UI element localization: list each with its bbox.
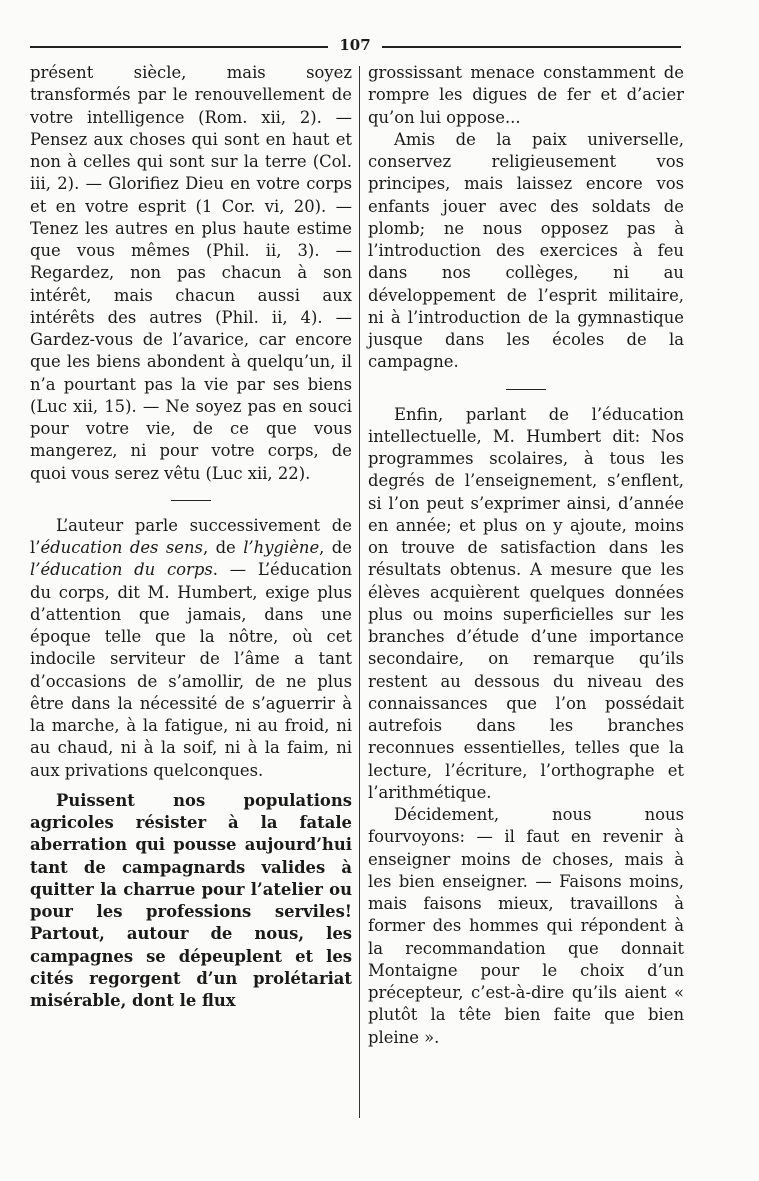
column-divider bbox=[359, 66, 360, 1118]
italic-title: l’hygiène bbox=[243, 538, 320, 557]
scripture-quotes-paragraph: présent siècle, mais soyez transformés par le renouvellement de votre intelligence (Rom. xii, 2). — Pensez aux choses qui sont en haut et non à celles qui sont sur la terre (Col. iii, 2). — Glorifiez Dieu en votre corps et en votre esprit (1 Cor. vi, 20). — Tenez les autres en plus haute estime que vous mêmes (Phil. ii, 3). — Regardez, non pas chacun à son intérêt, mais chacun aussi aux intérêts des autres (Phil. ii, 4). — Gardez-vous de l’avarice, car encore que les biens abondent à quelqu’un, il n’a pourtant pas la vie par ses biens (Luc xii, 15). — Ne soyez pas en souci pour votre vie, de ce que vous mangerez, ni pour votre corps, de quoi vous serez vêtu (Luc xii, 22). bbox=[30, 63, 352, 483]
page-number: 107 bbox=[339, 36, 371, 54]
agricultural-populations-paragraph: Puissent nos populations agricoles résister à la fatale aberration qui pousse aujourd’hui tant de campagnards valides à quitter la charrue pour l’atelier ou pour les professions serviles! Partout, autour de nous, les campagnes se dépeuplent et les cités regorgent d’un prolétariat misérable, dont le flux bbox=[30, 790, 352, 1010]
text-run: . — L’éducation du corps, dit M. Humbert, exige plus d’attention que jamais, dans une époque telle que la nôtre, où cet indocile serviteur de l’âme a tant d’occasions de s’amollir, de ne plus être dans la nécessité de s’aguerrir à la marche, à la fatigue, ni au froid, ni au chaud, ni à la soif, ni à la faim, ni aux privations quelconques. bbox=[30, 560, 352, 780]
conclusion-paragraph: Décidement, nous nous fourvoyons: — il faut en revenir à enseigner moins de choses, mais à les bien enseigner. — Faisons moins, mais faisons mieux, travaillons à former des hommes qui répondent à la recommandation que donnait Montaigne pour le choix d’un précepteur, c’est-à-dire qu’ils aient « plutôt la tête bien faite que bien pleine ». bbox=[368, 805, 684, 1047]
header-rule-left bbox=[30, 46, 328, 48]
education-of-body-paragraph bbox=[30, 515, 352, 782]
right-column bbox=[368, 62, 684, 1049]
text-run: , de bbox=[319, 538, 352, 557]
page-header bbox=[30, 36, 681, 56]
text-run: , de bbox=[202, 538, 244, 557]
intellectual-education-paragraph: Enfin, parlant de l’éducation intellectuelle, M. Humbert dit: Nos programmes scolaires, à tous les degrés de l’enseignement, s’enflent, si l’on peut s’exprimer ainsi, d’année en année; et plus on y ajoute, moins on trouve de satisfaction dans les résultats obtenus. A mesure que les élèves acquièrent quelques données plus ou moins superficielles sur les branches d’étude d’une importance secondaire, on remarque qu’ils restent au dessous du niveau des connaissances que l’on possédait autrefois dans les branches reconnues essentielles, telles que la lecture, l’écriture, l’orthographe et l’arithmétique. bbox=[368, 404, 684, 802]
text-run: L’auteur parle successivement de l’ bbox=[30, 515, 352, 557]
left-column bbox=[30, 62, 352, 1012]
header-rule-right bbox=[382, 46, 681, 48]
section-separator bbox=[171, 500, 211, 501]
italic-title: éducation des sens bbox=[40, 538, 203, 557]
italic-title: l’éducation du corps bbox=[30, 560, 213, 580]
section-separator bbox=[506, 389, 546, 390]
continuation-paragraph: grossissant menace constamment de rompre les digues de fer et d’acier qu’on lui oppose... bbox=[368, 63, 684, 127]
paragraph-gap bbox=[30, 782, 352, 790]
friends-of-peace-paragraph: Amis de la paix universelle, conservez religieusement vos principes, mais laissez encore vos enfants jouer avec des soldats de plomb; ne nous opposez pas à l’introduction des exercices à feu dans nos collèges, ni au développement de l’esprit militaire, ni à l’introduction de la gymnastique jusque dans les écoles de la campagne. bbox=[368, 129, 684, 372]
